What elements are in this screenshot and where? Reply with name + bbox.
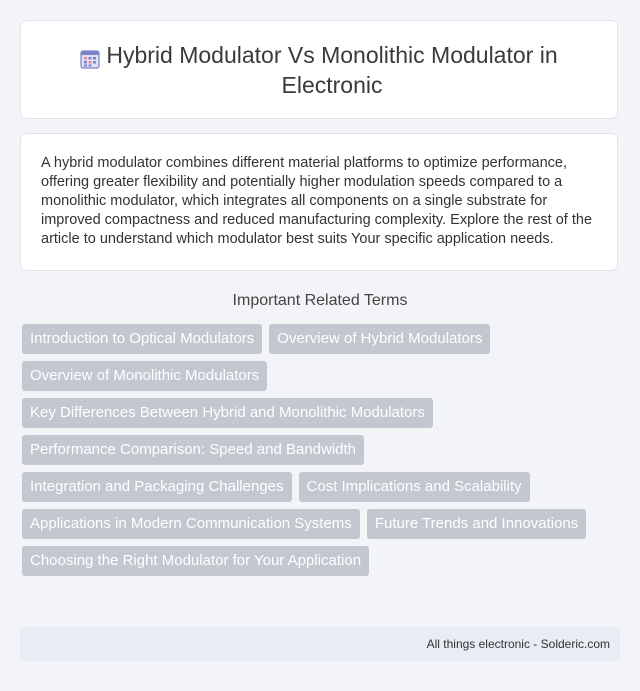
term-future-trends[interactable]: Future Trends and Innovations: [367, 509, 586, 539]
footer-text[interactable]: All things electronic - Solderic.com: [426, 637, 610, 651]
intro-card: [20, 133, 618, 271]
term-introduction-to-optical-modulators[interactable]: Introduction to Optical Modulators: [22, 324, 262, 354]
term-cost-implications[interactable]: Cost Implications and Scalability: [299, 472, 530, 502]
term-applications-in-communication[interactable]: Applications in Modern Communication Systems: [22, 509, 360, 539]
term-performance-comparison[interactable]: Performance Comparison: Speed and Bandwidth: [22, 435, 364, 465]
page-title: Hybrid Modulator Vs Monolithic Modulator in Electronic: [106, 41, 558, 98]
related-terms-heading: Important Related Terms: [232, 292, 408, 309]
related-terms-list: [22, 324, 612, 576]
term-choosing-the-right-modulator[interactable]: Choosing the Right Modulator for Your Application: [22, 546, 369, 576]
footer: [20, 627, 620, 661]
term-overview-of-monolithic-modulators[interactable]: Overview of Monolithic Modulators: [22, 361, 267, 391]
term-key-differences[interactable]: Key Differences Between Hybrid and Monolithic Modulators: [22, 398, 433, 428]
intro-text: A hybrid modulator combines different material platforms to optimize performance, offering greater flexibility and potentially higher modulation speeds compared to a monolithic modulator, which integrates all components on a single substrate for improved compactness and reduced manufacturing complexity. Explore the rest of the article to understand which modulator best suits Your specific application needs.: [41, 155, 593, 247]
term-integration-and-packaging[interactable]: Integration and Packaging Challenges: [22, 472, 292, 502]
title-card: [20, 20, 618, 119]
calendar-grid-icon: [79, 48, 101, 70]
term-overview-of-hybrid-modulators[interactable]: Overview of Hybrid Modulators: [269, 324, 490, 354]
title-wrap: [39, 40, 599, 100]
